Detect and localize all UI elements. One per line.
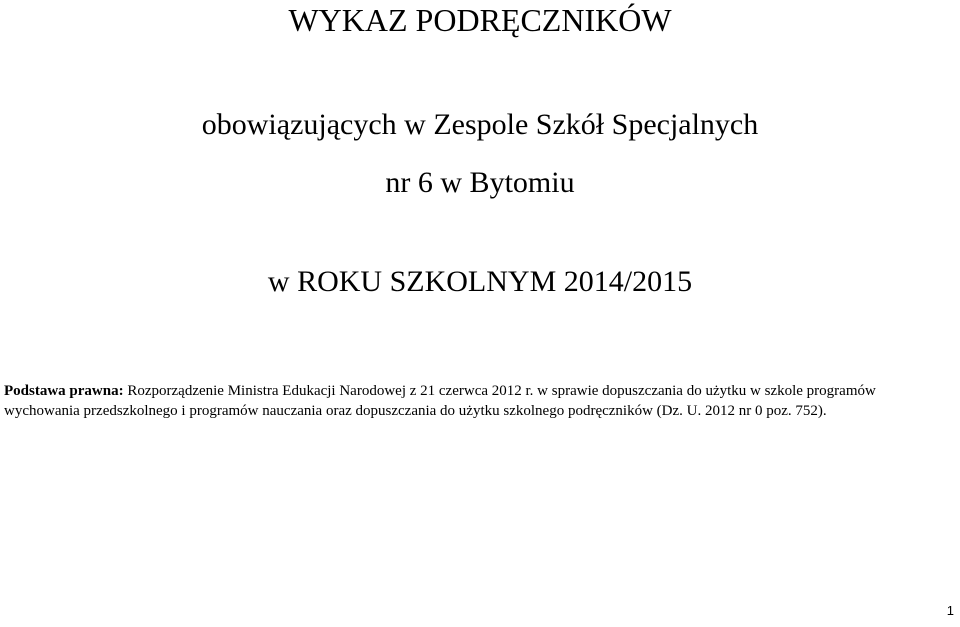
school-year: w ROKU SZKOLNYM 2014/2015 — [267, 265, 693, 298]
document-subtitle-line1: obowiązujących w Zespole Szkół Specjalnych — [201, 108, 759, 141]
legal-basis — [4, 381, 959, 421]
legal-basis-text-line1: Rozporządzenie Ministra Edukacji Narodowej z 21 czerwca 2012 r. w sprawie dopuszczania do użytku w szkole programów — [123, 383, 876, 399]
legal-basis-text-line2: wychowania przedszkolnego i programów nauczania oraz dopuszczania do użytku szkolnego podręczników (Dz. U. 2012 nr 0 poz. 752). — [4, 403, 827, 419]
legal-basis-label: Podstawa prawna: — [4, 383, 124, 399]
document-subtitle-line2: nr 6 w Bytomiu — [385, 166, 575, 199]
page-number: 1 — [946, 603, 954, 618]
document-title: WYKAZ PODRĘCZNIKÓW — [288, 2, 672, 38]
legal-basis-line1 — [4, 381, 959, 401]
